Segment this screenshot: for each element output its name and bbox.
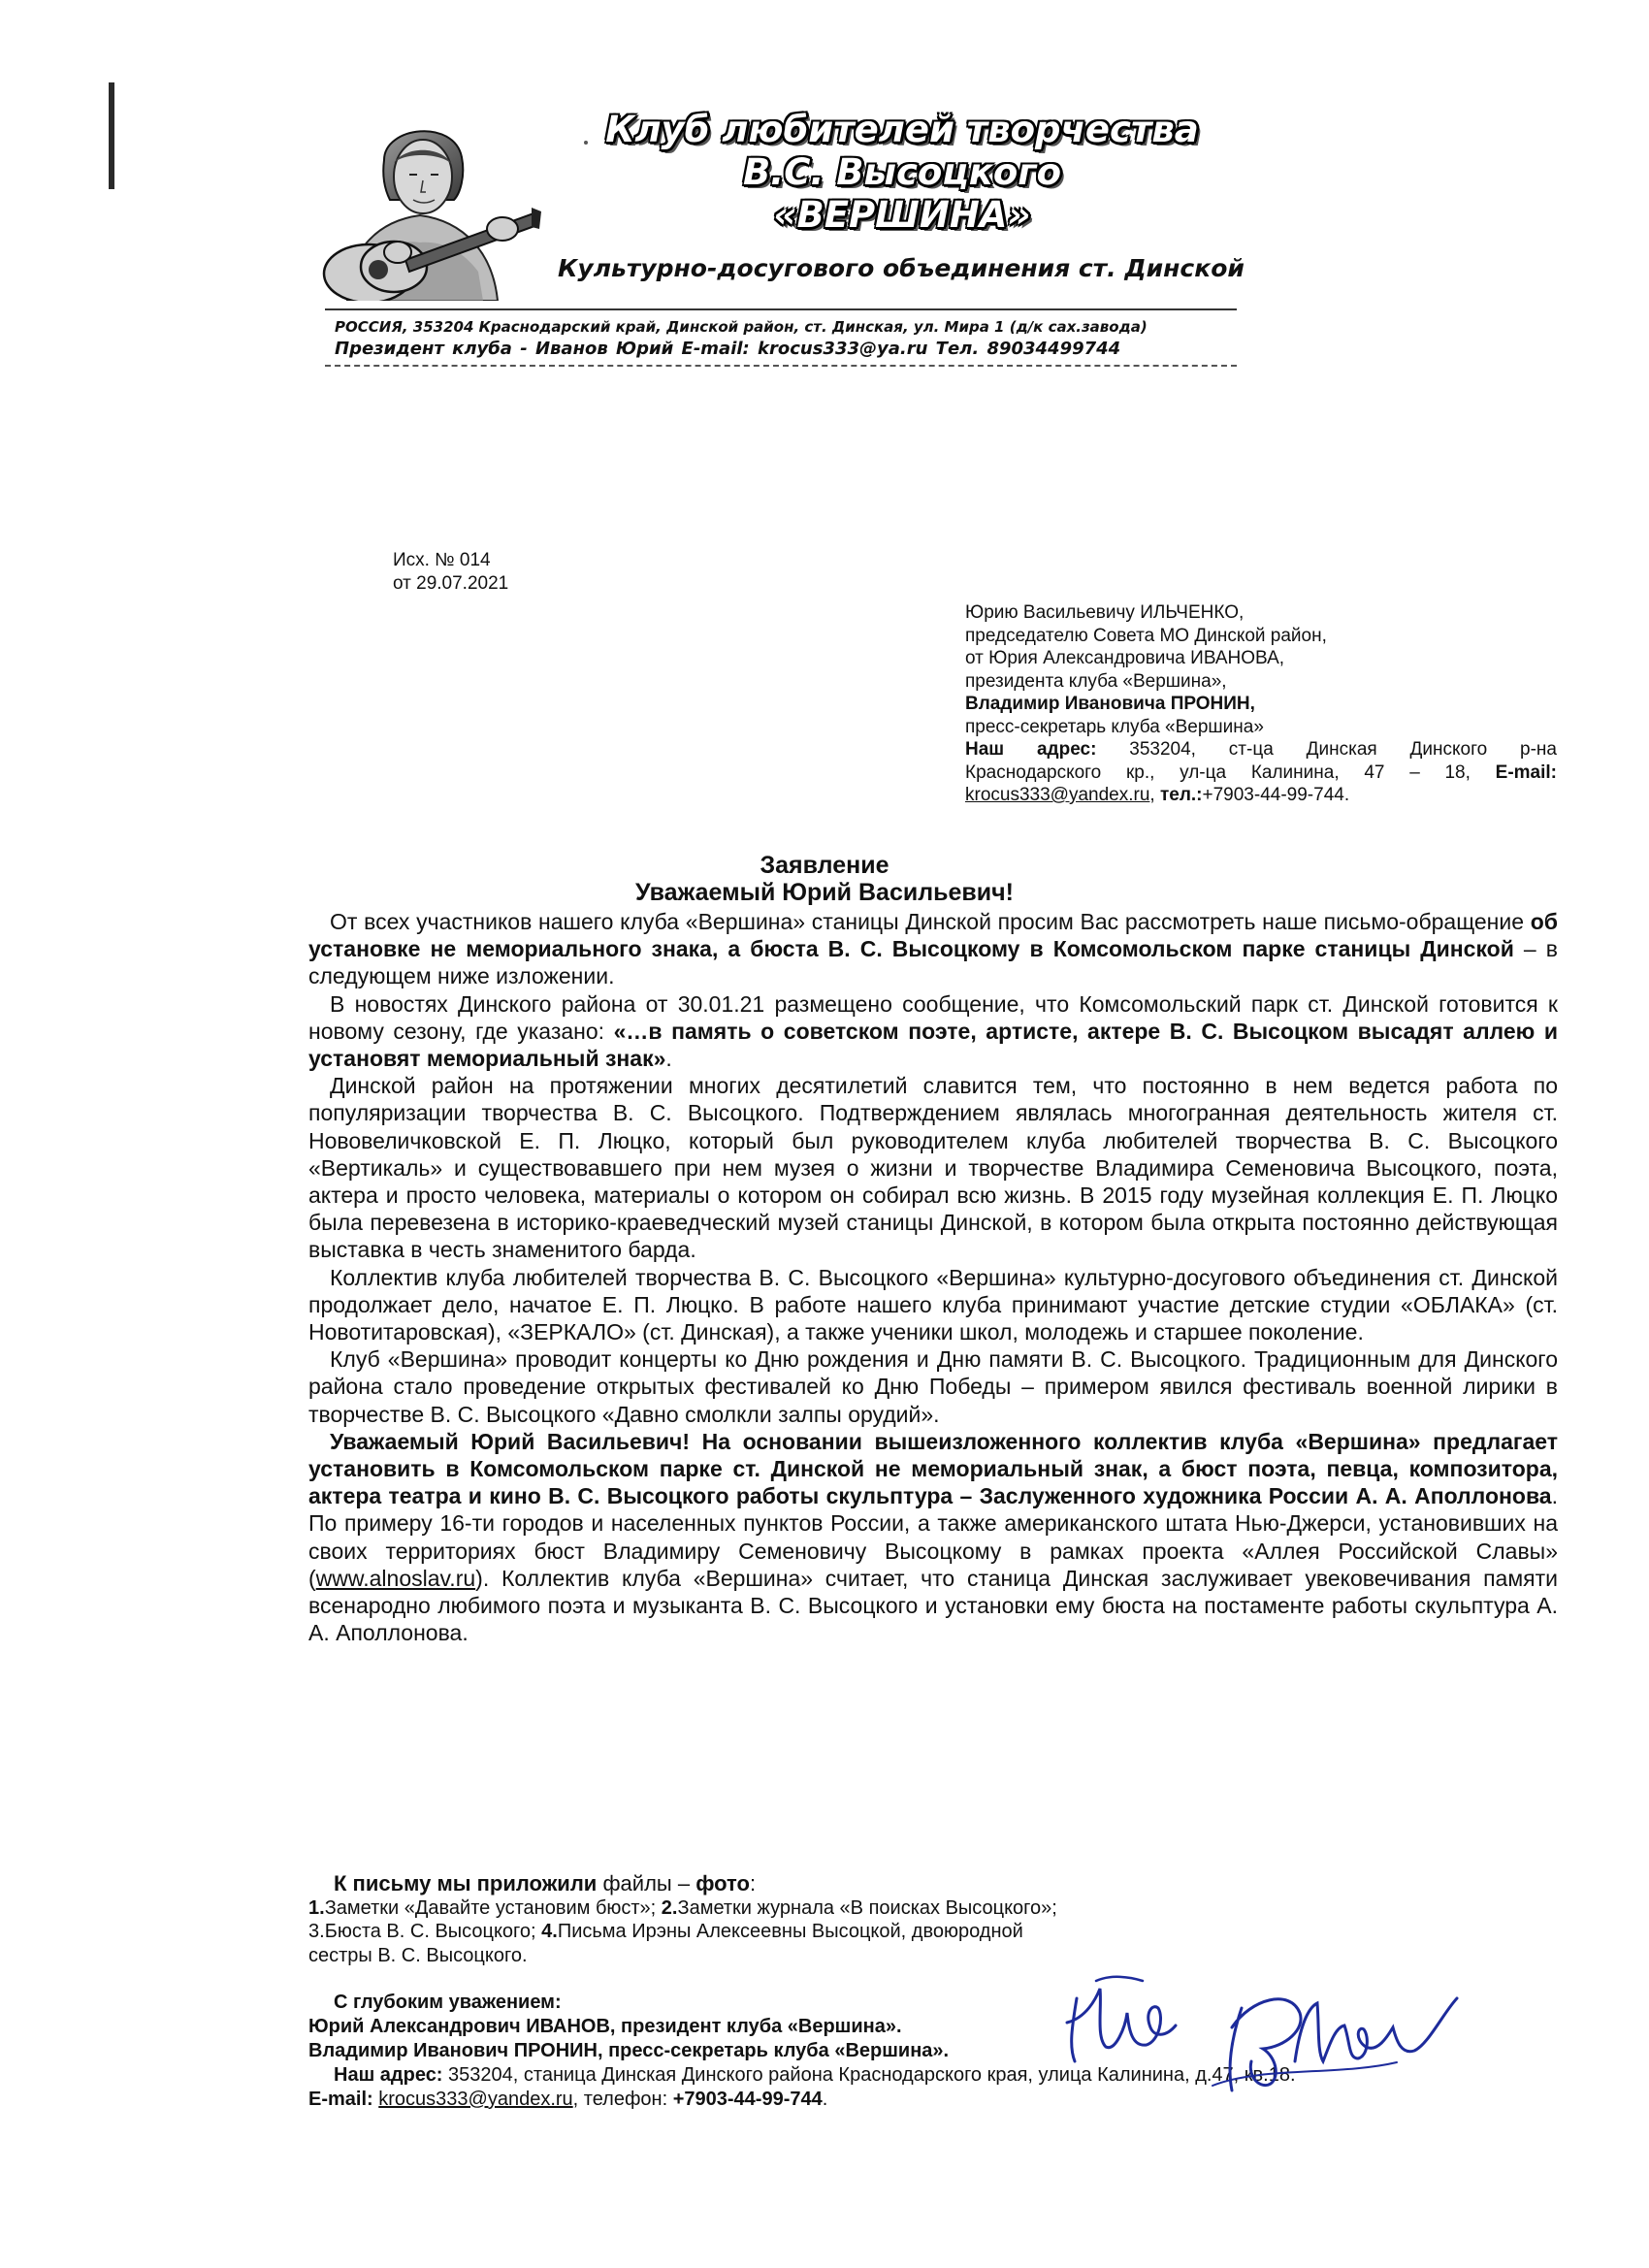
attachments-intro-bold: К письму мы приложили (334, 1871, 598, 1895)
attachments-line-2 (308, 1920, 1569, 1944)
attachment-item-2: Заметки журнала «В поисках Высоцкого»; (677, 1896, 1057, 1919)
attachment-number-4: 4. (541, 1921, 558, 1942)
outgoing-date: от 29.07.2021 (393, 573, 509, 594)
addressee-address-text-1: 353204, ст-ца Динская Динского р-на (1096, 739, 1557, 760)
addressee-address-label: Наш адрес: (965, 739, 1097, 760)
paragraph-2-text-a: В новостях Динского района от 30.01.21 размещено сообщение, что Комсомольский парк ст. Динской готовится к новому сезону, где указано: (308, 990, 1558, 1044)
club-title-line-2: В.С. Высоцкого (742, 151, 1062, 193)
paragraph-6-text-c: ). Коллектив клуба «Вершина» считает, что станица Динская заслуживает увековечивания памяти всенародно любимого поэта и музыканта В. С. Высоцкого и установки ему бюста на постаменте работы скульптура А. А. Аполлонова. (308, 1565, 1558, 1646)
addressee-line-2: председателю Совета МО Динской район, (965, 625, 1327, 646)
letterhead-address: РОССИЯ, 353204 Краснодарский край, Динской район, ст. Динская, ул. Мира 1 (д/к сах.завода) (335, 318, 1148, 336)
paragraph-2-end: . (665, 1046, 672, 1072)
signature-pronin-icon (1203, 1969, 1465, 2105)
club-title-line-3: «ВЕРШИНА» (773, 194, 1031, 236)
letter-body (308, 908, 1558, 1646)
document-title: Заявление (760, 852, 889, 879)
attachment-item-3: Бюста В. С. Высоцкого; (324, 1921, 542, 1942)
club-subtitle: Культурно-досугового объединения ст. Динской (558, 254, 1245, 282)
attachments-intro-rest: файлы – (597, 1871, 696, 1895)
club-title-line-1: Клуб любителей творчества (605, 109, 1199, 150)
addressee-comma: , (1149, 785, 1160, 805)
scan-edge-mark (109, 82, 114, 189)
closing-end: . (822, 2089, 828, 2110)
paragraph-3: Динской район на протяжении многих десятилетий славится тем, что постоянно в нем ведется работа по популяризации творчества В. С. Высоцкого. Подтверждением являлась многогранная деятельность жителя ст. Нововеличковской Е. П. Люцко, который был руководителем клуба любителей творчества В. С. Высоцкого «Вертикаль» и существовавшего при нем музея о жизни и творчестве Владимира Семеновича Высоцкого, поэта, актера и просто человека, материалы о котором он собирал всю жизнь. В 2015 году музейная коллекция Е. П. Люцко была перевезена в историко-краеведческий музей станицы Динской, в котором была открыта постоянно действующая выставка в честь знаменитого барда. (308, 1073, 1558, 1263)
attachment-number-1: 1. (308, 1896, 325, 1919)
alnoslav-link[interactable]: www.alnoslav.ru (315, 1565, 476, 1591)
paragraph-6-text-b: . По примеру 16-ти городов и населенных пунктов России, а также американского штата Нью-Джерси, установивших на своих территориях бюст Владимиру Семеновичу Высоцкому в рамках проекта «Аллея Российской Славы» ( (308, 1483, 1558, 1591)
outgoing-number: Исх. № 014 (393, 550, 491, 570)
letterhead-president: Президент клуба - Иванов Юрий E-mail: krocus333@ya.ru Тел. 89034499744 (335, 339, 1121, 359)
addressee-line-1: Юрию Васильевичу ИЛЬЧЕНКО, (965, 602, 1245, 623)
addressee-address-text-2: Краснодарского кр., ул-ца Калинина, 47 – 18, (965, 761, 1496, 783)
paragraph-1-bold: об установке не мемориального знака, а бюста В. С. Высоцкому в Комсомольском парке станицы Динской (308, 909, 1558, 962)
closing-regards: С глубоким уважением: (334, 1992, 562, 2013)
guitarist-logo-icon (308, 107, 541, 301)
addressee-address-line-1 (965, 738, 1557, 761)
attachment-number-3: 3. (308, 1921, 325, 1942)
addressee-contact-line (965, 784, 1557, 807)
closing-email-label: E-mail: (308, 2089, 373, 2110)
paragraph-6-bold: Уважаемый Юрий Васильевич! На основании вышеизложенного коллектив клуба «Вершина» предлагает установить в Комсомольском парке ст. Динской не мемориальный знак, а бюст поэта, певца, композитора, актера театра и кино В. С. Высоцкого работы скульптура – Заслуженного художника России А. А. Аполлонова (308, 1428, 1558, 1509)
addressee-line-3: от Юрия Александровича ИВАНОВА, (965, 648, 1285, 668)
club-title (543, 109, 1261, 237)
paragraph-1-text-a: От всех участников нашего клуба «Вершина» станицы Динской просим Вас рассмотреть наше письмо-обращение (330, 909, 1531, 934)
attachment-item-1: Заметки «Давайте установим бюст»; (324, 1896, 662, 1919)
closing-address-label: Наш адрес: (334, 2064, 443, 2086)
closing-phone: +7903-44-99-744 (672, 2089, 823, 2110)
paragraph-1 (308, 908, 1558, 990)
signatory-2: Владимир Иванович ПРОНИН, пресс-секретарь клуба «Вершина». (308, 2040, 950, 2061)
attachments-block (308, 1872, 1569, 1967)
paragraph-2-quote: «…в память о советском поэте, артисте, актере В. С. Высоцком высадят аллею и установят мемориальный знак» (308, 1018, 1559, 1072)
attachments-intro (308, 1872, 1569, 1896)
addressee-email-link[interactable]: krocus333@yandex.ru (965, 785, 1150, 805)
paragraph-6 (308, 1428, 1558, 1647)
addressee-phone-label: тел.: (1159, 785, 1203, 805)
addressee-phone: +7903-44-99-744. (1202, 785, 1350, 805)
greeting: Уважаемый Юрий Васильевич! (635, 879, 1014, 906)
signatory-1: Юрий Александрович ИВАНОВ, президент клуба «Вершина». (308, 2016, 902, 2037)
attachments-line-3: сестры В. С. Высоцкого. (308, 1944, 528, 1966)
letterhead-rule-top (325, 308, 1237, 310)
attachments-line-1 (308, 1896, 1569, 1921)
addressee-line-4: президента клуба «Вершина», (965, 670, 1227, 692)
addressee-line-5: Владимир Ивановича ПРОНИН, (965, 694, 1255, 714)
letterhead-rule-bottom (325, 365, 1237, 367)
paragraph-1-text-c: – в следующем ниже изложении. (308, 936, 1558, 989)
addressee-address-line-2 (965, 761, 1557, 785)
closing-phone-label: , телефон: (572, 2089, 673, 2110)
attachment-item-4: Письма Ирэны Алексеевны Высоцкой, двоюродной (557, 1921, 1023, 1942)
paragraph-5: Клуб «Вершина» проводит концерты ко Дню рождения и Дню памяти В. С. Высоцкого. Традиционным для Динского района стало проведение открытых фестивалей ко Дню Победы – примером явился фестиваль военной лирики в творчестве В. С. Высоцкого «Давно смолкли залпы орудий». (308, 1346, 1558, 1427)
attachment-number-2: 2. (661, 1896, 678, 1919)
addressee-email-label: E-mail: (1495, 761, 1557, 783)
paragraph-4: Коллектив клуба любителей творчества В. С. Высоцкого «Вершина» культурно-досугового объединения ст. Динской продолжает дело, начатое Е. П. Люцко. В работе нашего клуба принимают участие детские студии «ОБЛАКА» (ст. Новотитаровская), «ЗЕРКАЛО» (ст. Динская), а также ученики школ, молодежь и старшее поколение. (308, 1264, 1558, 1345)
closing-address-text: 353204, станица Динская Динского района Краснодарского края, улица Калинина, д.47, кв.18. (442, 2064, 1296, 2086)
paragraph-2 (308, 990, 1558, 1073)
signature-ivanov-icon (1057, 1969, 1183, 2076)
attachments-intro-photo: фото (695, 1871, 750, 1895)
addressee-line-6: пресс-секретарь клуба «Вершина» (965, 716, 1264, 737)
closing-email-link[interactable]: krocus333@yandex.ru (378, 2089, 573, 2110)
attachments-intro-colon: : (749, 1871, 757, 1895)
addressee-block (965, 601, 1557, 807)
